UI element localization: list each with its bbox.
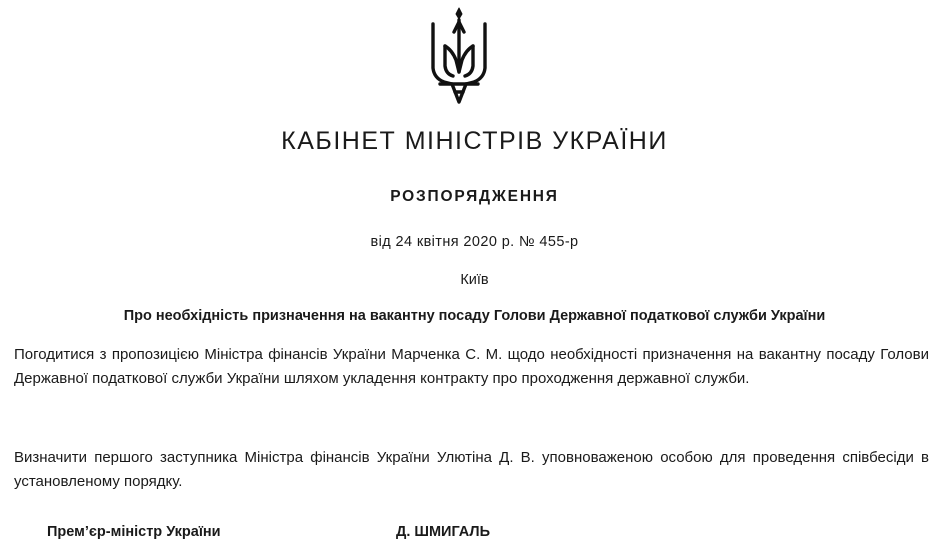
signatory-name: Д. ШМИГАЛЬ: [396, 524, 491, 540]
document-type: РОЗПОРЯДЖЕННЯ: [390, 188, 559, 205]
trident-coat-of-arms-icon: [426, 6, 492, 106]
document-city: Київ: [460, 272, 489, 288]
page-title: КАБІНЕТ МІНІСТРІВ УКРАЇНИ: [281, 127, 668, 155]
paragraph-1: Погодитися з пропозицією Міністра фінансів України Марченка С. М. щодо необхідності призначення на вакантну посаду Голови Державної податкової служби України шляхом укладення контракту про проходження державної служби.: [14, 346, 929, 387]
paragraph-2: Визначити першого заступника Міністра фінансів України Улютіна Д. В. уповноваженою особою для проведення співбесіди в установленому порядку.: [14, 449, 929, 490]
signatory-position: Прем’єр-міністр України: [47, 524, 221, 540]
document-date-number: від 24 квітня 2020 р. № 455-р: [370, 234, 579, 250]
document-heading: Про необхідність призначення на вакантну посаду Голови Державної податкової служби України: [123, 308, 826, 324]
